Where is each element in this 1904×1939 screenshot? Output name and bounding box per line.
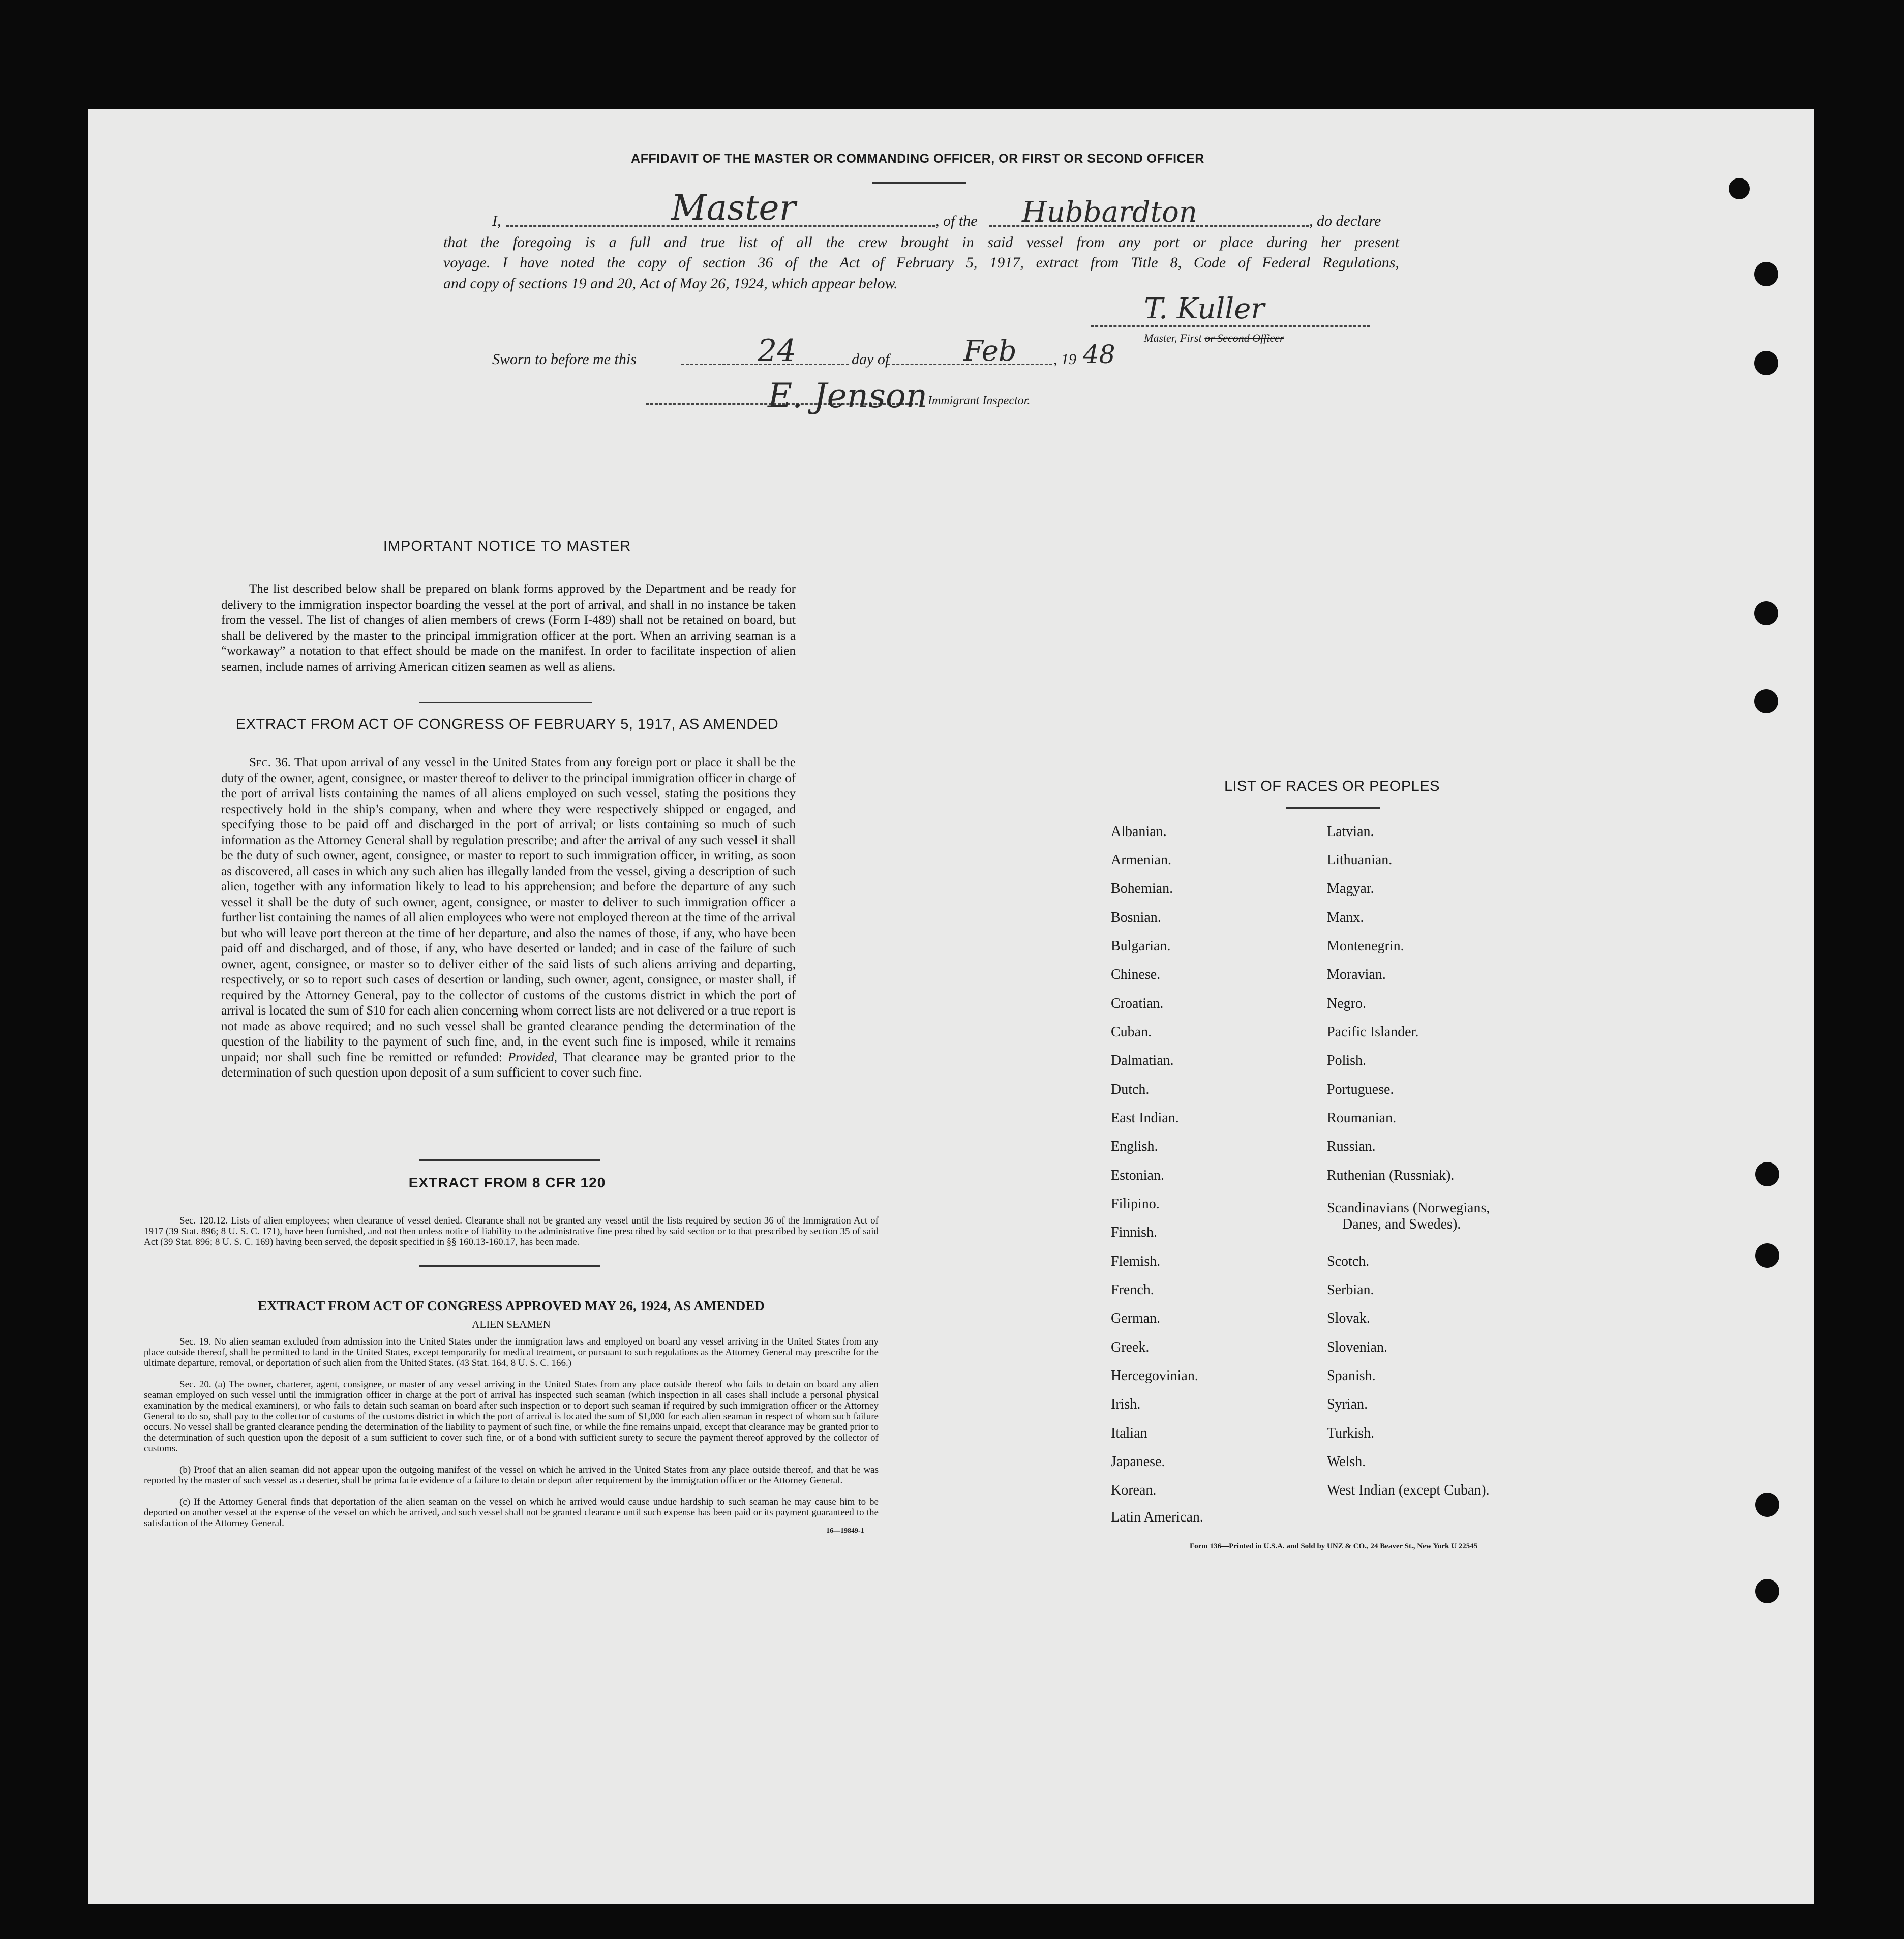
- punch-hole: [1754, 689, 1778, 713]
- race-item: Polish.: [1327, 1053, 1367, 1068]
- inspector-label: Immigrant Inspector.: [928, 394, 1031, 407]
- race-item: Chinese.: [1111, 967, 1161, 982]
- day-of-label: day of: [852, 351, 890, 368]
- race-item: Spanish.: [1327, 1368, 1376, 1384]
- race-item: Estonian.: [1111, 1168, 1164, 1183]
- race-item: Finnish.: [1111, 1225, 1158, 1240]
- race-item: Bulgarian.: [1111, 938, 1171, 954]
- affidavit-title: AFFIDAVIT OF THE MASTER OR COMMANDING OFFICER, OR FIRST OR SECOND OFFICER: [631, 152, 1204, 166]
- race-item: Latin American.: [1111, 1509, 1203, 1525]
- race-item: Irish.: [1111, 1396, 1141, 1412]
- race-item: Magyar.: [1327, 881, 1374, 897]
- race-item: Serbian.: [1327, 1282, 1374, 1298]
- race-item: Manx.: [1327, 910, 1364, 926]
- signature-label-part: Master, First: [1144, 332, 1202, 344]
- section-20a: Sec. 20. (a) The owner, charterer, agent, consignee, or master of any vessel arriving in the United States from any place outside thereof who fails to detain on board any alien seaman employed on such vessel until the immigration officer in charge at the port of arrival has inspected such seaman (which inspection in all cases shall include a personal physical examination by the medical examiners), or who fails to detain such seaman on board after such inspection or to deport such seaman if required by such immigration officer or the Attorney General to do so, shall pay to the collector of customs of the customs district in which the port of arrival is located the sum of $1,000 for each alien seaman in respect of whom such failure occurs. No vessel shall be granted clearance pending the determination of the liability to payment of such fine, or while the fine remains unpaid, except that clearance may be granted prior to the determination of such question upon the deposit of a sum sufficient to cover such fine, or of a bond with sufficient surety to secure the payment thereof approved by the collector of customs.: [144, 1379, 879, 1454]
- affidavit-line-3: voyage. I have noted the copy of section 36 of the Act of February 5, 1917, extract from Title 8, Code of Federal Regulations,: [443, 254, 1399, 271]
- race-item: Lithuanian.: [1327, 852, 1393, 868]
- handwritten-master: Master: [671, 188, 796, 228]
- race-item: German.: [1111, 1310, 1161, 1326]
- divider: [419, 1265, 600, 1267]
- affidavit-line-2: that the foregoing is a full and true list of all the crew brought in said vessel from any port or place during her present: [443, 234, 1399, 251]
- race-item: Croatian.: [1111, 996, 1164, 1011]
- section-text-end: That clearance may be granted prior to the determination of such question upon deposit of a sum sufficient to cover such fine.: [221, 1050, 796, 1080]
- race-item: Japanese.: [1111, 1454, 1165, 1470]
- race-item: Portuguese.: [1327, 1082, 1394, 1097]
- race-item: Roumanian.: [1327, 1110, 1397, 1126]
- extract-1917-body: [221, 755, 796, 1081]
- punch-hole: [1755, 1493, 1779, 1517]
- handwritten-year: 48: [1083, 340, 1115, 369]
- race-item: Korean.: [1111, 1482, 1157, 1498]
- race-item: Scotch.: [1327, 1254, 1370, 1269]
- race-item: Welsh.: [1327, 1454, 1366, 1470]
- cfr-title: EXTRACT FROM 8 CFR 120: [408, 1175, 606, 1190]
- section-20c: (c) If the Attorney General finds that deportation of the alien seaman on the vessel on which he arrived would cause undue hardship to such seaman he may cause him to be deported on another vessel at the expense of the vessel on which he arrived, and such vessel shall not be granted clearance until such expense has been paid or its payment guaranteed to the satisfaction of the Attorney General.: [144, 1497, 879, 1529]
- race-item: Filipino.: [1111, 1196, 1160, 1212]
- race-item: Bohemian.: [1111, 881, 1173, 897]
- extract-1917-title: EXTRACT FROM ACT OF CONGRESS OF FEBRUARY 5, 1917, AS AMENDED: [235, 716, 779, 732]
- race-item: Russian.: [1327, 1139, 1376, 1154]
- punch-hole: [1754, 351, 1778, 375]
- punch-hole: [1729, 178, 1750, 199]
- form-imprint: Form 136—Printed in U.S.A. and Sold by UNZ & CO., 24 Beaver St., New York U 22545: [1190, 1542, 1478, 1550]
- punch-hole: [1755, 1162, 1779, 1186]
- race-item: French.: [1111, 1282, 1154, 1298]
- section-number: Sec. 36.: [249, 756, 291, 769]
- race-item: Negro.: [1327, 996, 1366, 1011]
- race-item: Montenegrin.: [1327, 938, 1404, 954]
- race-item: Greek.: [1111, 1339, 1150, 1355]
- race-item: Latvian.: [1327, 824, 1374, 840]
- signature-label-struck: or Second Officer: [1204, 332, 1284, 344]
- section-text: That upon arrival of any vessel in the United States from any foreign port or place it shall be the duty of the owner, agent, consignee, or master thereof to deliver to the principal immigration officer in charge of the port of arrival lists containing the names of all aliens employed on such vessel, stating the positions they respectively hold in the ship’s company, when and where they were respectively shipped or engaged, and specifying those to be paid off and discharged in the port of arrival; or lists containing so much of such information as the Attorney General shall by regulation prescribe; and after the arrival of any such vessel it shall be the duty of such owner, agent, consignee, or master to report to such immigration officer, in writing, as soon as discovered, all cases in which any such alien has illegally landed from the vessel, giving a description of such alien, together with any information likely to lead to his apprehension; and before the departure of any such vessel it shall be the duty of such owner, agent, consignee, or master to deliver to such immigration officer a further list containing the names of all alien employees who were not employed thereon at the time of the arrival but who will leave port thereon at the time of her departure, and also the names of those, if any, who have been paid off and discharged, and of those, if any, who have deserted or landed; and in case of the failure of such owner, agent, consignee, or master so to deliver either of the said lists of such aliens arriving and departing, respectively, or so to report such cases of desertion or landing, such owner, agent, consignee, or master shall, if required by the Attorney General, pay to the collector of customs of the customs district in which the port of arrival is located the sum of $10 for each alien concerning whom correct lists are not delivered or a true report is not made as above required; and no such vessel shall be granted clearance pending the determination of the question of the liability to the payment of such fine, and, in the event such fine is imposed, while it remains unpaid; nor shall such fine be remitted or refunded:: [221, 756, 796, 1064]
- race-item: Bosnian.: [1111, 910, 1161, 926]
- race-item: Armenian.: [1111, 852, 1171, 868]
- affidavit-i: I,: [492, 213, 501, 229]
- race-item: Danes, and Swedes).: [1342, 1216, 1461, 1232]
- sworn-label: Sworn to before me this: [492, 351, 637, 368]
- year-prefix: , 19: [1053, 351, 1076, 368]
- handwritten-vessel: Hubbardton: [1022, 196, 1197, 229]
- punch-hole: [1754, 601, 1778, 625]
- affidavit-of-the: , of the: [935, 213, 978, 229]
- race-item: Dalmatian.: [1111, 1053, 1174, 1068]
- race-item: Ruthenian (Russniak).: [1327, 1168, 1455, 1183]
- race-item: Cuban.: [1111, 1024, 1152, 1040]
- race-item: Albanian.: [1111, 824, 1167, 840]
- race-item: Scandinavians (Norwegians,: [1327, 1200, 1490, 1216]
- race-item: East Indian.: [1111, 1110, 1179, 1126]
- signature-label: [1144, 332, 1284, 345]
- punch-hole: [1755, 1243, 1779, 1268]
- section-19: Sec. 19. No alien seaman excluded from admission into the United States under the immigration laws and employed on board any vessel arriving in the United States from any place outside thereof, shall be permitted to land in the United States, except temporarily for medical treatment, or pursuant to such regulations as the Attorney General may prescribe for the ultimate departure, removal, or deportation of such alien from the United States. (43 Stat. 164, 8 U. S. C. 166.): [144, 1336, 879, 1368]
- punch-hole: [1754, 262, 1778, 286]
- signature-inspector: E. Jenson: [768, 376, 928, 415]
- provided-keyword: Provided,: [508, 1050, 557, 1064]
- notice-title: IMPORTANT NOTICE TO MASTER: [383, 538, 631, 554]
- signature-master: T. Kuller: [1144, 292, 1265, 325]
- extract-1924-title: EXTRACT FROM ACT OF CONGRESS APPROVED MAY 26, 1924, AS AMENDED: [258, 1298, 765, 1314]
- race-item: Turkish.: [1327, 1425, 1375, 1441]
- affidavit-line-4: and copy of sections 19 and 20, Act of May 26, 1924, which appear below.: [443, 275, 898, 292]
- form-code: 16—19849-1: [826, 1527, 864, 1535]
- race-item: Hercegovinian.: [1111, 1368, 1198, 1384]
- race-item: Slovak.: [1327, 1310, 1370, 1326]
- signature-line: [1091, 325, 1370, 327]
- section-20b: (b) Proof that an alien seaman did not appear upon the outgoing manifest of the vessel on which he arrived in the United States from any place outside thereof, and that he was reported by the master of such vessel as a deserter, shall be prima facie evidence of a failure to detain or deport after requirement by the immigration officer or the Attorney General.: [144, 1465, 879, 1486]
- cfr-body: Sec. 120.12. Lists of alien employees; when clearance of vessel denied. Clearance shall not be granted any vessel until the lists required by section 36 of the Immigration Act of 1917 (39 Stat. 896; 8 U. S. C. 171), have been furnished, and not then unless notice of liability to the administrative fine prescribed by said section or to that prescribed by section 35 of said Act (39 Stat. 896; 8 U. S. C. 169) having been served, the deposit specified in §§ 160.13-160.17, has been made.: [144, 1215, 879, 1247]
- handwritten-day: 24: [758, 333, 797, 369]
- race-item: West Indian (except Cuban).: [1327, 1482, 1490, 1498]
- divider: [1286, 807, 1380, 809]
- race-item: English.: [1111, 1139, 1158, 1154]
- handwritten-month: Feb: [963, 335, 1017, 368]
- notice-body: The list described below shall be prepared on blank forms approved by the Department and be ready for delivery to the immigration inspector boarding the vessel at the port of arrival, and shall in no instance be taken from the vessel. The list of changes of alien members of crews (Form I-489) shall not be retained on board, but shall be delivered by the master to the principal immigration officer at the port. When an arriving seaman is a “workaway” a notation to that effect should be made on the manifest. In order to facilitate inspection of alien seamen, include names of arriving American citizen seamen as well as aliens.: [221, 582, 796, 674]
- divider: [419, 1159, 600, 1161]
- race-item: Pacific Islander.: [1327, 1024, 1419, 1040]
- race-item: Moravian.: [1327, 967, 1386, 982]
- races-title: LIST OF RACES OR PEOPLES: [1224, 778, 1440, 794]
- race-item: Italian: [1111, 1425, 1147, 1441]
- race-item: Dutch.: [1111, 1082, 1150, 1097]
- punch-hole: [1755, 1579, 1779, 1603]
- race-item: Slovenian.: [1327, 1339, 1387, 1355]
- extract-1924-subtitle: ALIEN SEAMEN: [472, 1318, 551, 1330]
- divider: [872, 182, 966, 184]
- affidavit-do-declare: , do declare: [1309, 213, 1381, 229]
- race-item: Syrian.: [1327, 1396, 1368, 1412]
- divider: [419, 702, 592, 703]
- race-item: Flemish.: [1111, 1254, 1161, 1269]
